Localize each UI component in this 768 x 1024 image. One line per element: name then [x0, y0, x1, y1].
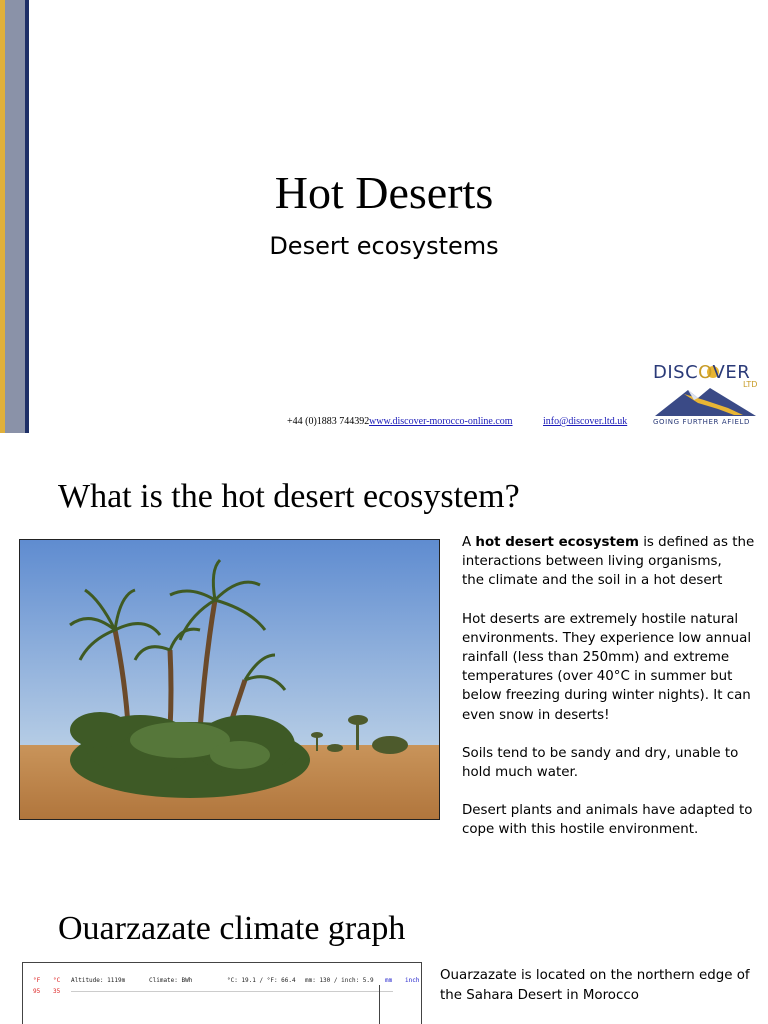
- soil-paragraph: Soils tend to be sandy and dry, unable to hold much water.: [462, 745, 739, 781]
- ouarzazate-description: Ouarzazate is located on the northern edge of the Sahara Desert in Morocco: [440, 968, 750, 1003]
- tick-celsius: 35: [53, 988, 61, 995]
- logo-tagline: GOING FURTHER AFIELD: [653, 418, 751, 426]
- definition-paragraph: A hot desert ecosystem is defined as the interactions between living organisms, the climate and the soil in a hot desert: [462, 535, 755, 589]
- unit-celsius: °C: [53, 977, 61, 984]
- logo-ltd: LTD: [743, 380, 758, 389]
- temperature-summary: °C: 19.1 / °F: 66.4: [227, 977, 296, 984]
- email-link[interactable]: info@discover.ltd.uk: [543, 416, 628, 427]
- slide-title: What is the hot desert ecosystem?: [58, 478, 520, 515]
- precipitation-summary: mm: 130 / inch: 5.9: [305, 977, 374, 984]
- slide-title: Hot Deserts: [274, 167, 494, 218]
- title-slide: [0, 0, 768, 433]
- unit-mm: mm: [385, 977, 393, 984]
- slide-separator: [0, 433, 768, 441]
- tick-fahrenheit: 95: [33, 988, 41, 995]
- website-link[interactable]: www.discover-morocco-online.com: [369, 416, 513, 427]
- slide-subtitle: Desert ecosystems: [269, 232, 499, 260]
- unit-inch: inch: [405, 977, 420, 984]
- altitude-label: Altitude: 1119m: [71, 977, 126, 984]
- adaptation-paragraph: Desert plants and animals have adapted to cope with this hostile environment.: [462, 803, 753, 838]
- slide-title: Ouarzazate climate graph: [58, 910, 406, 947]
- desert-palm-trees-photo: [19, 539, 440, 820]
- contact-phone: +44 (0)1883 744392: [287, 416, 370, 427]
- climate-graph: [22, 962, 422, 1024]
- unit-fahrenheit: °F: [33, 977, 41, 984]
- ecosystem-description: [462, 533, 762, 859]
- axis-line: [379, 985, 380, 1024]
- grid-line: [71, 991, 393, 992]
- climate-label: Climate: BWh: [149, 977, 193, 984]
- climate-paragraph: Hot deserts are extremely hostile natural environments. They experience low annual rainfall (less than 250mm) and extreme temperatures (over 40°C in summer but below freezing during winter nights). It can even snow in deserts!: [462, 611, 752, 723]
- discover-logo: [648, 360, 764, 430]
- bold-term: hot desert ecosystem: [475, 535, 639, 550]
- logo-wordmark: DISCOVER: [653, 362, 751, 383]
